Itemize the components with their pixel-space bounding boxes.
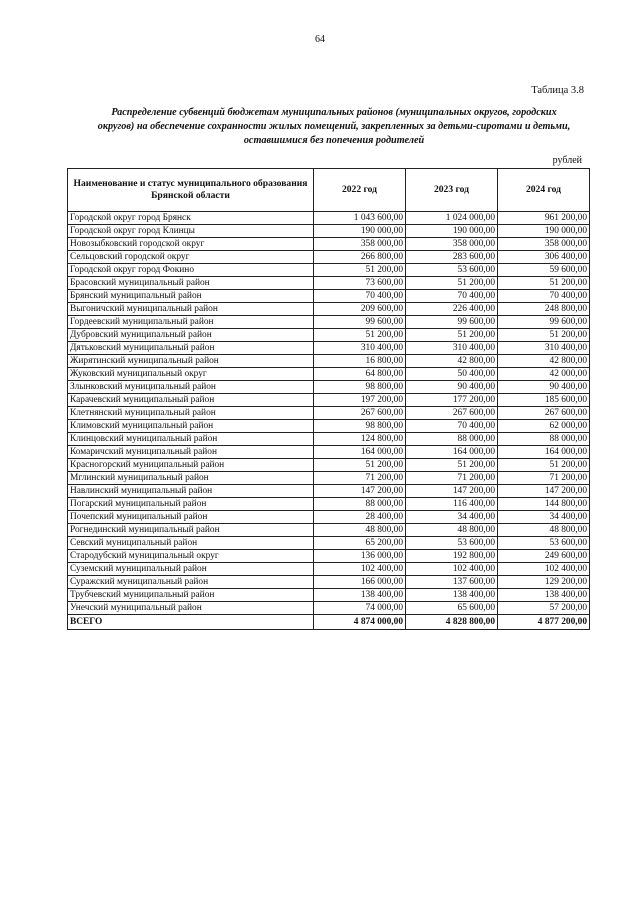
column-header-2023: 2023 год	[406, 169, 498, 212]
table-row	[68, 355, 590, 368]
document-title	[74, 106, 594, 148]
row-name-cell: Стародубский муниципальный округ	[68, 550, 314, 563]
row-value-cell: 137 600,00	[406, 576, 498, 589]
row-value-cell: 99 600,00	[314, 316, 406, 329]
row-value-cell: 248 800,00	[498, 303, 590, 316]
row-value-cell: 70 400,00	[314, 290, 406, 303]
row-value-cell: 74 000,00	[314, 602, 406, 615]
row-value-cell: 70 400,00	[406, 290, 498, 303]
row-value-cell: 124 800,00	[314, 433, 406, 446]
row-name-cell: Погарский муниципальный район	[68, 498, 314, 511]
column-header-name: Наименование и статус муниципального образования Брянской области	[68, 169, 314, 212]
row-value-cell: 190 000,00	[314, 225, 406, 238]
total-2023: 4 828 800,00	[406, 615, 498, 630]
table-row	[68, 524, 590, 537]
table-row	[68, 550, 590, 563]
row-name-cell: Навлинский муниципальный район	[68, 485, 314, 498]
row-name-cell: Злынковский муниципальный район	[68, 381, 314, 394]
row-value-cell: 42 800,00	[406, 355, 498, 368]
table-row	[68, 420, 590, 433]
row-name-cell: Унечский муниципальный район	[68, 602, 314, 615]
table-row	[68, 290, 590, 303]
table-row	[68, 576, 590, 589]
row-value-cell: 48 800,00	[498, 524, 590, 537]
row-name-cell: Рогнединский муниципальный район	[68, 524, 314, 537]
title-line: Распределение субвенций бюджетам муниципальных районов (муниципальных округов, городских	[111, 107, 557, 118]
table-row	[68, 225, 590, 238]
table-row	[68, 602, 590, 615]
row-name-cell: Красногорский муниципальный район	[68, 459, 314, 472]
row-value-cell: 147 200,00	[406, 485, 498, 498]
table-row	[68, 368, 590, 381]
row-value-cell: 138 400,00	[314, 589, 406, 602]
row-value-cell: 48 800,00	[314, 524, 406, 537]
row-value-cell: 53 600,00	[406, 537, 498, 550]
row-value-cell: 51 200,00	[314, 459, 406, 472]
row-name-cell: Суземский муниципальный район	[68, 563, 314, 576]
table-row	[68, 407, 590, 420]
row-value-cell: 164 000,00	[406, 446, 498, 459]
row-value-cell: 310 400,00	[314, 342, 406, 355]
row-name-cell: Выгоничский муниципальный район	[68, 303, 314, 316]
row-name-cell: Почепский муниципальный район	[68, 511, 314, 524]
row-value-cell: 51 200,00	[406, 459, 498, 472]
row-value-cell: 306 400,00	[498, 251, 590, 264]
title-line: оставшимися без попечения родителей	[243, 135, 425, 146]
row-value-cell: 102 400,00	[406, 563, 498, 576]
row-value-cell: 138 400,00	[498, 589, 590, 602]
row-value-cell: 90 400,00	[498, 381, 590, 394]
row-value-cell: 70 400,00	[498, 290, 590, 303]
row-value-cell: 192 800,00	[406, 550, 498, 563]
row-value-cell: 961 200,00	[498, 212, 590, 225]
row-value-cell: 98 800,00	[314, 381, 406, 394]
row-value-cell: 42 000,00	[498, 368, 590, 381]
row-name-cell: Трубчевский муниципальный район	[68, 589, 314, 602]
row-value-cell: 51 200,00	[498, 329, 590, 342]
row-value-cell: 34 400,00	[406, 511, 498, 524]
row-value-cell: 267 600,00	[498, 407, 590, 420]
row-name-cell: Карачевский муниципальный район	[68, 394, 314, 407]
row-value-cell: 267 600,00	[314, 407, 406, 420]
row-name-cell: Городской округ город Фокино	[68, 264, 314, 277]
row-value-cell: 102 400,00	[314, 563, 406, 576]
row-value-cell: 164 000,00	[498, 446, 590, 459]
table-row	[68, 212, 590, 225]
table-row	[68, 342, 590, 355]
table-label: Таблица 3.8	[531, 85, 584, 96]
table-header-row	[68, 169, 590, 212]
row-value-cell: 249 600,00	[498, 550, 590, 563]
row-value-cell: 226 400,00	[406, 303, 498, 316]
row-value-cell: 1 024 000,00	[406, 212, 498, 225]
table-row	[68, 277, 590, 290]
row-name-cell: Новозыбковский городской округ	[68, 238, 314, 251]
row-value-cell: 144 800,00	[498, 498, 590, 511]
row-value-cell: 71 200,00	[314, 472, 406, 485]
table-row	[68, 381, 590, 394]
table-row	[68, 459, 590, 472]
row-name-cell: Клетнянский муниципальный район	[68, 407, 314, 420]
row-name-cell: Городской округ город Брянск	[68, 212, 314, 225]
row-value-cell: 51 200,00	[498, 459, 590, 472]
row-value-cell: 102 400,00	[498, 563, 590, 576]
row-value-cell: 358 000,00	[406, 238, 498, 251]
row-value-cell: 16 800,00	[314, 355, 406, 368]
row-value-cell: 147 200,00	[498, 485, 590, 498]
row-value-cell: 266 800,00	[314, 251, 406, 264]
row-value-cell: 283 600,00	[406, 251, 498, 264]
row-value-cell: 209 600,00	[314, 303, 406, 316]
row-value-cell: 50 400,00	[406, 368, 498, 381]
row-name-cell: Городской округ город Клинцы	[68, 225, 314, 238]
row-value-cell: 28 400,00	[314, 511, 406, 524]
row-name-cell: Сельцовский городской округ	[68, 251, 314, 264]
table-row	[68, 511, 590, 524]
row-value-cell: 65 600,00	[406, 602, 498, 615]
row-name-cell: Комаричский муниципальный район	[68, 446, 314, 459]
row-name-cell: Мглинский муниципальный район	[68, 472, 314, 485]
row-value-cell: 190 000,00	[498, 225, 590, 238]
units-label: рублей	[552, 155, 582, 166]
row-name-cell: Брянский муниципальный район	[68, 290, 314, 303]
row-value-cell: 65 200,00	[314, 537, 406, 550]
table-row	[68, 433, 590, 446]
table-row	[68, 251, 590, 264]
table-row	[68, 329, 590, 342]
table-row	[68, 472, 590, 485]
row-name-cell: Суражский муниципальный район	[68, 576, 314, 589]
row-name-cell: Дятьковский муниципальный район	[68, 342, 314, 355]
row-value-cell: 1 043 600,00	[314, 212, 406, 225]
table-row	[68, 303, 590, 316]
row-value-cell: 98 800,00	[314, 420, 406, 433]
row-value-cell: 138 400,00	[406, 589, 498, 602]
total-2024: 4 877 200,00	[498, 615, 590, 630]
row-name-cell: Жирятинский муниципальный район	[68, 355, 314, 368]
row-value-cell: 136 000,00	[314, 550, 406, 563]
row-value-cell: 59 600,00	[498, 264, 590, 277]
row-value-cell: 51 200,00	[498, 277, 590, 290]
total-2022: 4 874 000,00	[314, 615, 406, 630]
row-value-cell: 197 200,00	[314, 394, 406, 407]
row-value-cell: 51 200,00	[406, 277, 498, 290]
row-name-cell: Жуковский муниципальный округ	[68, 368, 314, 381]
row-value-cell: 53 600,00	[498, 537, 590, 550]
row-value-cell: 358 000,00	[314, 238, 406, 251]
row-value-cell: 185 600,00	[498, 394, 590, 407]
row-value-cell: 88 000,00	[406, 433, 498, 446]
row-value-cell: 42 800,00	[498, 355, 590, 368]
row-value-cell: 267 600,00	[406, 407, 498, 420]
row-name-cell: Клинцовский муниципальный район	[68, 433, 314, 446]
table-row	[68, 316, 590, 329]
column-header-2024: 2024 год	[498, 169, 590, 212]
row-value-cell: 116 400,00	[406, 498, 498, 511]
table-row	[68, 238, 590, 251]
row-value-cell: 166 000,00	[314, 576, 406, 589]
row-value-cell: 51 200,00	[314, 329, 406, 342]
row-name-cell: Севский муниципальный район	[68, 537, 314, 550]
subvention-table	[67, 168, 590, 630]
row-value-cell: 88 000,00	[314, 498, 406, 511]
row-value-cell: 51 200,00	[314, 264, 406, 277]
title-line: округов) на обеспечение сохранности жилых помещений, закрепленных за детьми-сиротами и детьми,	[97, 121, 571, 132]
row-value-cell: 64 800,00	[314, 368, 406, 381]
row-value-cell: 71 200,00	[406, 472, 498, 485]
row-value-cell: 177 200,00	[406, 394, 498, 407]
table-body	[68, 212, 590, 615]
column-header-2022: 2022 год	[314, 169, 406, 212]
row-name-cell: Брасовский муниципальный район	[68, 277, 314, 290]
row-value-cell: 53 600,00	[406, 264, 498, 277]
row-value-cell: 190 000,00	[406, 225, 498, 238]
row-value-cell: 99 600,00	[498, 316, 590, 329]
row-name-cell: Дубровский муниципальный район	[68, 329, 314, 342]
row-value-cell: 51 200,00	[406, 329, 498, 342]
table-row	[68, 446, 590, 459]
row-value-cell: 88 000,00	[498, 433, 590, 446]
row-value-cell: 129 200,00	[498, 576, 590, 589]
row-value-cell: 99 600,00	[406, 316, 498, 329]
row-value-cell: 147 200,00	[314, 485, 406, 498]
row-name-cell: Гордеевский муниципальный район	[68, 316, 314, 329]
row-value-cell: 358 000,00	[498, 238, 590, 251]
row-value-cell: 34 400,00	[498, 511, 590, 524]
row-value-cell: 71 200,00	[498, 472, 590, 485]
row-value-cell: 62 000,00	[498, 420, 590, 433]
table-row	[68, 537, 590, 550]
row-value-cell: 48 800,00	[406, 524, 498, 537]
table-row	[68, 394, 590, 407]
row-value-cell: 70 400,00	[406, 420, 498, 433]
table-total-row	[68, 615, 590, 630]
row-name-cell: Климовский муниципальный район	[68, 420, 314, 433]
row-value-cell: 310 400,00	[498, 342, 590, 355]
table-row	[68, 563, 590, 576]
table-row	[68, 264, 590, 277]
total-label: ВСЕГО	[68, 615, 314, 630]
row-value-cell: 57 200,00	[498, 602, 590, 615]
row-value-cell: 90 400,00	[406, 381, 498, 394]
row-value-cell: 310 400,00	[406, 342, 498, 355]
page-number: 64	[315, 34, 325, 45]
table-row	[68, 589, 590, 602]
row-value-cell: 164 000,00	[314, 446, 406, 459]
row-value-cell: 73 600,00	[314, 277, 406, 290]
table-row	[68, 485, 590, 498]
table-row	[68, 498, 590, 511]
